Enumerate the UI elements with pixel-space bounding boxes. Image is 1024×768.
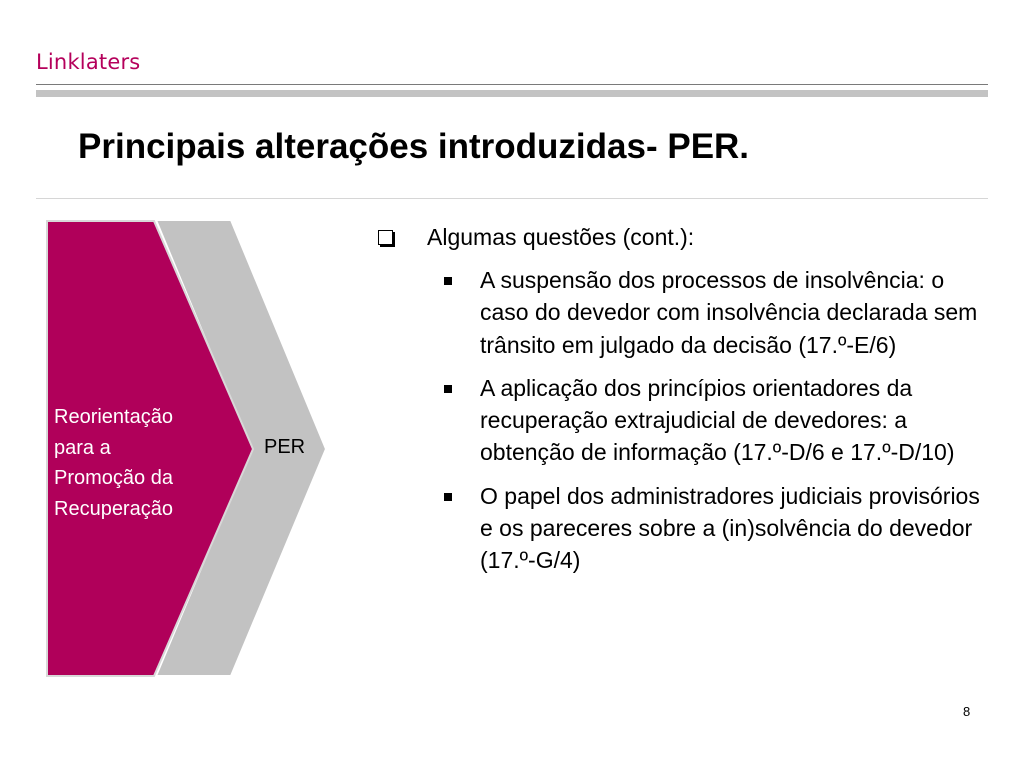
list-item [378, 264, 990, 361]
list-item [378, 372, 990, 469]
title-divider [36, 198, 988, 199]
square-bullet-icon [444, 385, 452, 393]
checkbox-bullet-icon [378, 230, 393, 245]
list-heading [378, 222, 998, 252]
square-bullet-icon [444, 493, 452, 501]
list-heading-text: Algumas questões (cont.): [427, 224, 695, 250]
box-label [54, 402, 224, 524]
content-list [378, 222, 998, 588]
square-bullet-icon [444, 277, 452, 285]
header-rule-thin [36, 84, 988, 85]
box-label-line: Promoção da [54, 467, 173, 489]
list-item-text: A suspensão dos processos de insolvência: o caso do devedor com insolvência declarada sem trânsito em julgado da decisão (17.º-E/6) [480, 267, 978, 358]
box-label-line: para a [54, 436, 111, 459]
page-number: 8 [963, 704, 971, 719]
company-logo: Linklaters [36, 50, 141, 74]
slide-title: Principais alterações introduzidas- PER. [78, 127, 750, 166]
box-label-line: Reorientação [54, 406, 173, 428]
list-item [378, 480, 990, 577]
list-item-text: A aplicação dos princípios orientadores da recuperação extrajudicial de devedores: a obtenção de informação (17.º-D/6 e 17.º-D/10) [480, 374, 955, 466]
box-label-line: Recuperação [54, 497, 173, 520]
list-item-text: O papel dos administradores judiciais provisórios e os pareceres sobre a (in)solvência do devedor (17.º-G/4) [480, 482, 980, 574]
header-rule-thick [36, 90, 988, 97]
per-label: PER [264, 436, 306, 458]
